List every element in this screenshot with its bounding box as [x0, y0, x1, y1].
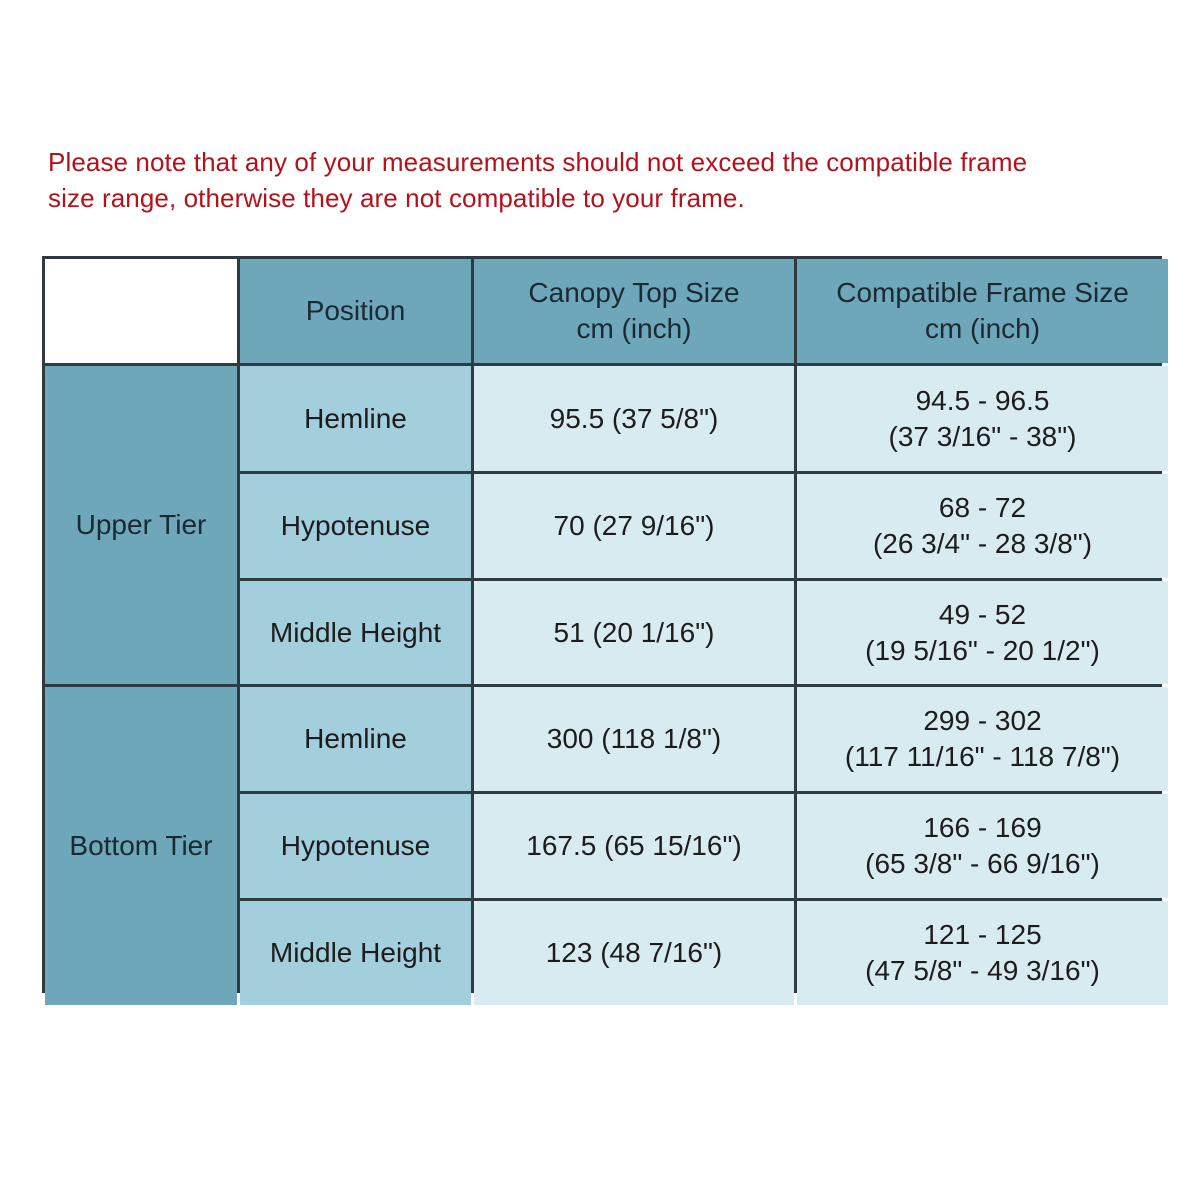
position-cell — [240, 901, 471, 1005]
header-canopy-top-size — [474, 259, 794, 363]
header-position — [240, 259, 471, 363]
canopy-size-value: 123 (48 7/16") — [545, 937, 723, 968]
position-label: Middle Height — [269, 616, 442, 648]
header-frame-line1: Compatible Frame Size — [836, 277, 1129, 308]
canopy-size-cell — [474, 901, 794, 1005]
canopy-size-cell — [474, 474, 794, 578]
canopy-size-value: 300 (118 1/8") — [546, 723, 722, 754]
canopy-size-value: 95.5 (37 5/8") — [549, 402, 719, 434]
canopy-size-cell — [474, 366, 794, 471]
frame-range-cm: 166 - 169 — [923, 812, 1042, 843]
frame-range-inch: (37 3/16" - 38") — [888, 420, 1077, 452]
position-label: Middle Height — [269, 937, 442, 968]
header-canopy-line1: Canopy Top Size — [528, 277, 740, 308]
position-cell — [240, 474, 471, 578]
note-line-2: size range, otherwise they are not compatible to your frame. — [48, 183, 745, 213]
position-cell — [240, 581, 471, 684]
note-line-1: Please note that any of your measurements should not exceed the compatible frame — [48, 147, 1028, 177]
frame-size-cell — [797, 794, 1168, 898]
frame-range-cm: 49 - 52 — [938, 598, 1027, 630]
frame-size-cell — [797, 901, 1168, 1005]
frame-range-inch: (19 5/16" - 20 1/2") — [865, 634, 1100, 666]
tier-name: Upper Tier — [75, 509, 207, 540]
frame-range-inch: (47 5/8" - 49 3/16") — [865, 955, 1100, 986]
position-label: Hypotenuse — [280, 510, 431, 541]
header-position-label: Position — [305, 295, 406, 326]
frame-size-cell — [797, 687, 1168, 791]
position-cell — [240, 794, 471, 898]
frame-size-cell — [797, 474, 1168, 578]
position-label: Hypotenuse — [280, 830, 431, 861]
canopy-size-cell — [474, 581, 794, 684]
frame-range-cm: 299 - 302 — [923, 705, 1042, 736]
header-frame-line2: cm (inch) — [924, 313, 1041, 344]
header-blank-cell — [45, 259, 237, 363]
tier-label-bottom — [45, 687, 237, 1005]
tier-name: Bottom Tier — [69, 830, 213, 861]
position-label: Hemline — [304, 402, 407, 434]
frame-range-inch: (65 3/8" - 66 9/16") — [865, 848, 1100, 879]
frame-range-cm: 121 - 125 — [923, 919, 1042, 950]
canopy-size-value: 51 (20 1/16") — [553, 616, 715, 648]
position-cell — [240, 687, 471, 791]
tier-label-upper — [45, 366, 237, 684]
canopy-size-cell — [474, 687, 794, 791]
position-label: Hemline — [304, 723, 407, 754]
frame-range-cm: 94.5 - 96.5 — [915, 384, 1050, 416]
canopy-size-value: 167.5 (65 15/16") — [526, 830, 742, 861]
header-canopy-line2: cm (inch) — [576, 313, 692, 344]
compatibility-note — [48, 144, 1168, 216]
position-cell — [240, 366, 471, 471]
frame-size-cell — [797, 366, 1168, 471]
frame-size-cell — [797, 581, 1168, 684]
canopy-size-cell — [474, 794, 794, 898]
canopy-size-value: 70 (27 9/16") — [553, 510, 715, 541]
frame-range-cm: 68 - 72 — [938, 492, 1027, 523]
frame-range-inch: (26 3/4" - 28 3/8") — [872, 528, 1093, 559]
header-compatible-frame-size — [797, 259, 1168, 363]
size-table — [42, 256, 1162, 993]
frame-range-inch: (117 11/16" - 118 7/8") — [844, 741, 1121, 772]
